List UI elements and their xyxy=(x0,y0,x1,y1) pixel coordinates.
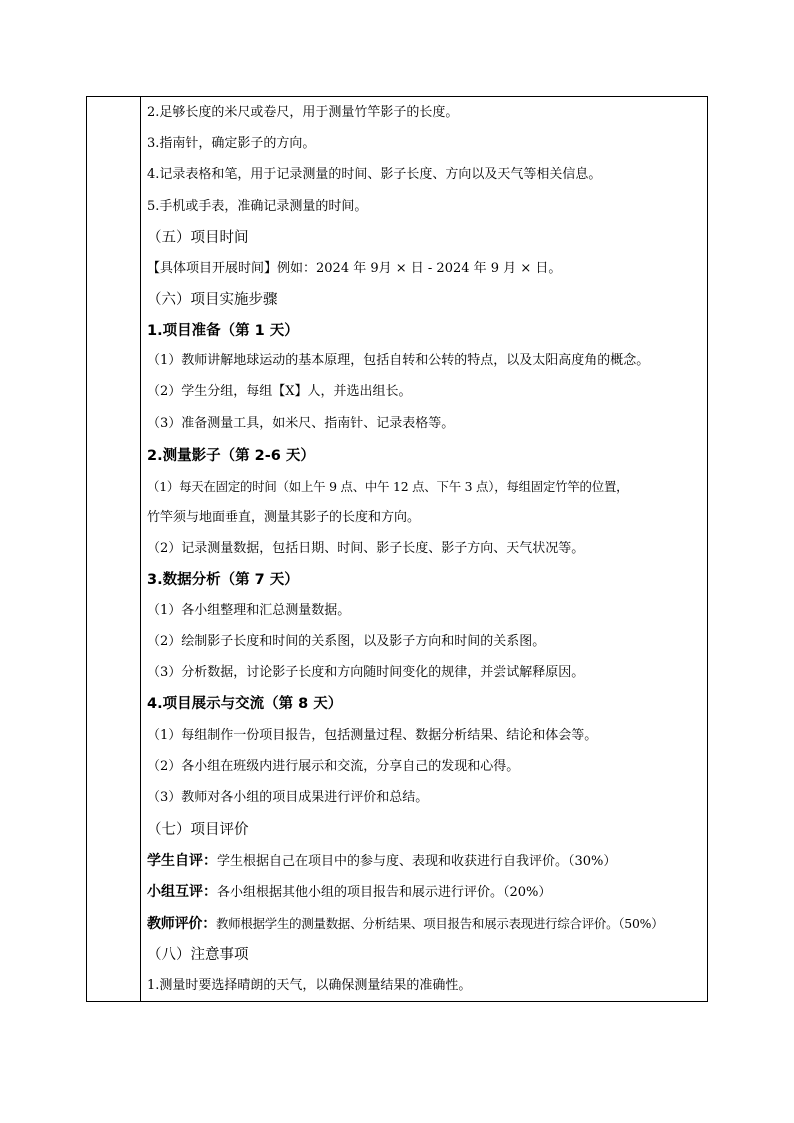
step-4-item-2: （2）各小组在班级内进行展示和交流，分享自己的发现和心得。 xyxy=(147,759,520,774)
evaluation-self-label: 学生自评： xyxy=(147,853,217,869)
project-time-text: 【具体项目开展时间】例如：2024 年 9月 × 日 - 2024 年 9 月 × 日。 xyxy=(147,261,562,276)
step-1-item-3: （3）准备测量工具，如米尺、指南针、记录表格等。 xyxy=(147,416,455,431)
step-2-item-1-continued: 竹竿须与地面垂直，测量其影子的长度和方向。 xyxy=(147,510,421,525)
step-1-item-1: （1）教师讲解地球运动的基本原理，包括自转和公转的特点，以及太阳高度角的概念。 xyxy=(147,353,650,368)
evaluation-self xyxy=(147,852,703,871)
section-heading-evaluation: （七）项目评价 xyxy=(147,822,249,838)
step-4-item-1: （1）每组制作一份项目报告，包括测量过程、数据分析结果、结论和体会等。 xyxy=(147,728,598,743)
step-4-item-3: （3）教师对各小组的项目成果进行评价和总结。 xyxy=(147,790,429,805)
section-heading-notes: （八）注意事项 xyxy=(147,947,249,963)
section-heading-time: （五）项目时间 xyxy=(147,230,249,246)
left-column xyxy=(87,97,141,1001)
material-item-2: 2.足够长度的米尺或卷尺，用于测量竹竿影子的长度。 xyxy=(147,105,459,120)
step-heading-1: 1.项目准备（第 1 天） xyxy=(147,323,299,339)
evaluation-teacher-text: 教师根据学生的测量数据、分析结果、项目报告和展示表现进行综合评价。（50%） xyxy=(216,916,664,931)
step-3-item-2: （2）绘制影子长度和时间的关系图，以及影子方向和时间的关系图。 xyxy=(147,634,546,649)
step-heading-4: 4.项目展示与交流（第 8 天） xyxy=(147,696,343,712)
evaluation-peer xyxy=(147,883,703,902)
note-item-1: 1.测量时要选择晴朗的天气，以确保测量结果的准确性。 xyxy=(147,978,472,993)
evaluation-self-text: 学生根据自己在项目中的参与度、表现和收获进行自我评价。（30%） xyxy=(217,854,617,869)
evaluation-teacher xyxy=(147,915,703,933)
evaluation-peer-text: 各小组根据其他小组的项目报告和展示进行评价。（20%） xyxy=(217,885,552,900)
material-item-3: 3.指南针，确定影子的方向。 xyxy=(147,136,316,151)
step-heading-2: 2.测量影子（第 2-6 天） xyxy=(147,448,315,464)
material-item-5: 5.手机或手表，准确记录测量的时间。 xyxy=(147,199,368,214)
section-heading-steps: （六）项目实施步骤 xyxy=(147,292,278,308)
step-2-item-1: （1）每天在固定的时间（如上午 9 点、中午 12 点、下午 3 点），每组固定竹竿的位置， xyxy=(147,479,629,494)
step-2-item-2: （2）记录测量数据，包括日期、时间、影子长度、影子方向、天气状况等。 xyxy=(147,541,585,556)
step-3-item-3: （3）分析数据，讨论影子长度和方向随时间变化的规律，并尝试解释原因。 xyxy=(147,665,585,680)
step-1-item-2: （2）学生分组，每组【X】人，并选出组长。 xyxy=(147,384,412,399)
evaluation-peer-label: 小组互评： xyxy=(147,884,217,900)
material-item-4: 4.记录表格和笔，用于记录测量的时间、影子长度、方向以及天气等相关信息。 xyxy=(147,167,602,182)
evaluation-teacher-label: 教师评价： xyxy=(147,916,216,932)
step-heading-3: 3.数据分析（第 7 天） xyxy=(147,572,299,588)
step-3-item-1: （1）各小组整理和汇总测量数据。 xyxy=(147,603,351,618)
table-frame xyxy=(86,96,708,1002)
